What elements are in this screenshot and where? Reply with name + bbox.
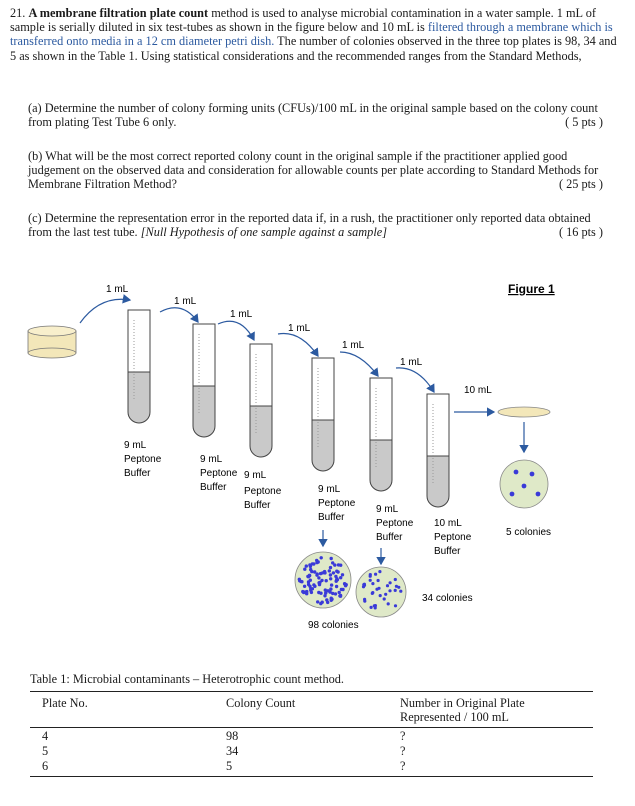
transfer-label: 1 mL — [400, 357, 423, 368]
table-cell: 5 — [226, 759, 233, 773]
colony — [326, 601, 329, 604]
transfer-label: 1 mL — [342, 340, 365, 351]
transfer-label: 1 mL — [288, 323, 311, 334]
colony — [341, 588, 344, 591]
colony — [394, 589, 397, 592]
colony — [363, 583, 366, 586]
svg-text:Buffer: Buffer — [434, 546, 461, 557]
test-tube — [250, 344, 272, 457]
table-cell: 98 — [226, 729, 239, 743]
colony — [312, 562, 315, 565]
petri-plate-5 — [356, 567, 406, 617]
question-number: 21. — [10, 6, 26, 20]
colony — [298, 579, 301, 582]
colony — [369, 579, 372, 582]
tube-label — [244, 470, 282, 511]
colony — [370, 606, 373, 609]
svg-text:10 mL: 10 mL — [434, 518, 462, 529]
colony — [341, 573, 344, 576]
test-tube — [128, 310, 150, 423]
test-tube — [312, 358, 334, 471]
question-intro-2: The number of colonies observed in the three top plates is 98, 34 and 5 as shown in the Table 1. Using statistical considerations and the recommended ranges from the Standard Methods, — [10, 34, 617, 63]
colony — [335, 585, 338, 588]
colony — [374, 573, 377, 576]
test-tube — [193, 324, 215, 437]
colony-count-label: 34 colonies — [422, 593, 473, 604]
svg-text:Peptone: Peptone — [200, 468, 238, 479]
part-c-hypothesis: [Null Hypothesis of one sample against a sample] — [140, 225, 387, 240]
filter-membrane — [498, 407, 550, 417]
colony — [330, 557, 333, 560]
colony — [321, 601, 324, 604]
colony — [394, 604, 397, 607]
part-c-text: (c) Determine the representation error in the reported data if, in a rush, the practitioner only reported data obtained from the last test tube. — [28, 211, 591, 240]
colony — [330, 583, 333, 586]
svg-text:9 mL: 9 mL — [124, 440, 147, 451]
colony — [301, 590, 304, 593]
table-cell: ? — [400, 729, 406, 743]
colony — [371, 582, 374, 585]
colony — [514, 470, 519, 475]
colony — [388, 589, 391, 592]
colony — [339, 576, 342, 579]
petri-plate-6 — [500, 460, 548, 508]
colony-count-label: 98 colonies — [308, 620, 359, 631]
colony — [335, 570, 338, 573]
tube-label — [318, 484, 356, 523]
table-bottom-rule — [30, 776, 593, 777]
question-intro-1: method is used to analyse microbial contamination in a water sample. 1 mL of sample is serially diluted in six test-tubes as shown in the figure below and 10 mL is — [10, 6, 596, 35]
table-top-rule — [30, 691, 593, 692]
colony — [338, 591, 341, 594]
colony — [394, 578, 397, 581]
tube-label — [200, 454, 238, 493]
svg-text:Buffer: Buffer — [200, 482, 227, 493]
colony — [318, 581, 321, 584]
colony — [303, 568, 306, 571]
colony — [317, 576, 320, 579]
col-header-plate: Plate No. — [42, 696, 88, 710]
table-caption: Table 1: Microbial contaminants – Heterotrophic count method. — [30, 672, 344, 686]
colony — [330, 597, 333, 600]
colony — [312, 583, 315, 586]
colony — [522, 484, 527, 489]
colony — [339, 594, 342, 597]
colony — [377, 587, 380, 590]
petri-plate-4 — [295, 552, 351, 608]
colony — [329, 573, 332, 576]
colony — [373, 604, 376, 607]
colony — [510, 492, 515, 497]
svg-text:Peptone: Peptone — [124, 454, 162, 465]
colony-count-label: 5 colonies — [506, 527, 552, 538]
figure-title: Figure 1 — [508, 282, 555, 296]
colony — [536, 492, 541, 497]
colony — [343, 582, 346, 585]
svg-text:9 mL: 9 mL — [318, 484, 341, 495]
colony — [316, 600, 319, 603]
colony — [319, 592, 322, 595]
colony — [383, 597, 386, 600]
colony — [308, 574, 311, 577]
svg-text:Peptone: Peptone — [244, 486, 282, 497]
colony — [316, 572, 319, 575]
filter-volume-label: 10 mL — [464, 385, 492, 396]
svg-text:Peptone: Peptone — [434, 532, 472, 543]
transfer-label: 1 mL — [174, 296, 197, 307]
colony — [378, 570, 381, 573]
table-row: 6 — [42, 759, 49, 773]
svg-text:Buffer: Buffer — [124, 468, 151, 479]
transfer-arrow — [278, 333, 318, 356]
colony — [377, 579, 380, 582]
svg-text:9 mL: 9 mL — [376, 504, 399, 515]
table-cell: 34 — [226, 744, 239, 758]
colony — [371, 591, 374, 594]
colony — [386, 584, 389, 587]
transfer-arrow — [396, 368, 434, 392]
col-header-original: Number in Original Plate — [400, 696, 525, 710]
colony — [329, 566, 332, 569]
colony — [320, 556, 323, 559]
colony — [384, 593, 387, 596]
colony — [305, 564, 308, 567]
colony — [331, 561, 334, 564]
svg-text:Buffer: Buffer — [244, 500, 271, 511]
colony — [332, 571, 335, 574]
colony — [305, 590, 308, 593]
tube-label — [376, 504, 414, 543]
colony — [329, 577, 332, 580]
colony — [399, 590, 402, 593]
svg-text:Peptone: Peptone — [376, 518, 414, 529]
question-bold-lead: A membrane filtration plate count — [28, 6, 209, 20]
colony — [315, 559, 318, 562]
transfer-arrow — [80, 299, 130, 323]
colony — [337, 563, 340, 566]
part-a-text: (a) Determine the number of colony forming units (CFUs)/100 mL in the original sample based on the colony count from plating Test Tube 6 only. — [28, 101, 598, 130]
colony — [335, 577, 338, 580]
table-cell: ? — [400, 744, 406, 758]
svg-text:Buffer: Buffer — [376, 532, 403, 543]
table-cell: ? — [400, 759, 406, 773]
transfer-label: 1 mL — [230, 309, 253, 320]
colony — [389, 581, 392, 584]
colony — [323, 570, 326, 573]
sample-dish — [28, 326, 76, 358]
part-b-points: ( 25 pts ) — [558, 177, 603, 191]
colony — [311, 587, 314, 590]
tube-label — [434, 518, 472, 557]
colony — [334, 592, 337, 595]
svg-text:Buffer: Buffer — [318, 512, 345, 523]
table-header-rule — [30, 727, 593, 728]
test-tube — [370, 378, 392, 491]
tube-label — [124, 440, 162, 479]
colony — [387, 602, 390, 605]
colony — [395, 585, 398, 588]
col-header-count: Colony Count — [226, 696, 296, 710]
part-b-text: (b) What will be the most correct reported colony count in the original sample if the practitioner applied good judgement on the observed data and consideration for allowable counts per plate according to Standard Methods for Membrane Filtration Method? — [28, 149, 599, 192]
colony — [369, 573, 372, 576]
colony — [329, 587, 332, 590]
colony — [324, 591, 327, 594]
part-a-points: ( 5 pts ) — [565, 115, 603, 129]
transfer-arrow — [160, 308, 198, 322]
table-row: 4 — [42, 729, 49, 743]
col-header-original-2: Represented / 100 mL — [400, 710, 509, 724]
colony — [379, 594, 382, 597]
part-c-points: ( 16 pts ) — [558, 225, 603, 239]
colony — [363, 600, 366, 603]
svg-text:9 mL: 9 mL — [244, 470, 267, 481]
colony — [310, 570, 313, 573]
test-tube — [427, 394, 449, 507]
table-row: 5 — [42, 744, 49, 758]
transfer-arrow — [340, 352, 378, 376]
transfer-arrow — [218, 321, 254, 340]
question-intro-highlight: filtered through a membrane which is transferred onto media in a 12 cm diameter petri dish. — [10, 20, 613, 49]
colony — [325, 579, 328, 582]
colony — [328, 569, 331, 572]
colony — [307, 583, 310, 586]
transfer-label: 1 mL — [106, 284, 129, 295]
colony — [303, 585, 306, 588]
colony — [530, 472, 535, 477]
svg-text:Peptone: Peptone — [318, 498, 356, 509]
svg-text:9 mL: 9 mL — [200, 454, 223, 465]
